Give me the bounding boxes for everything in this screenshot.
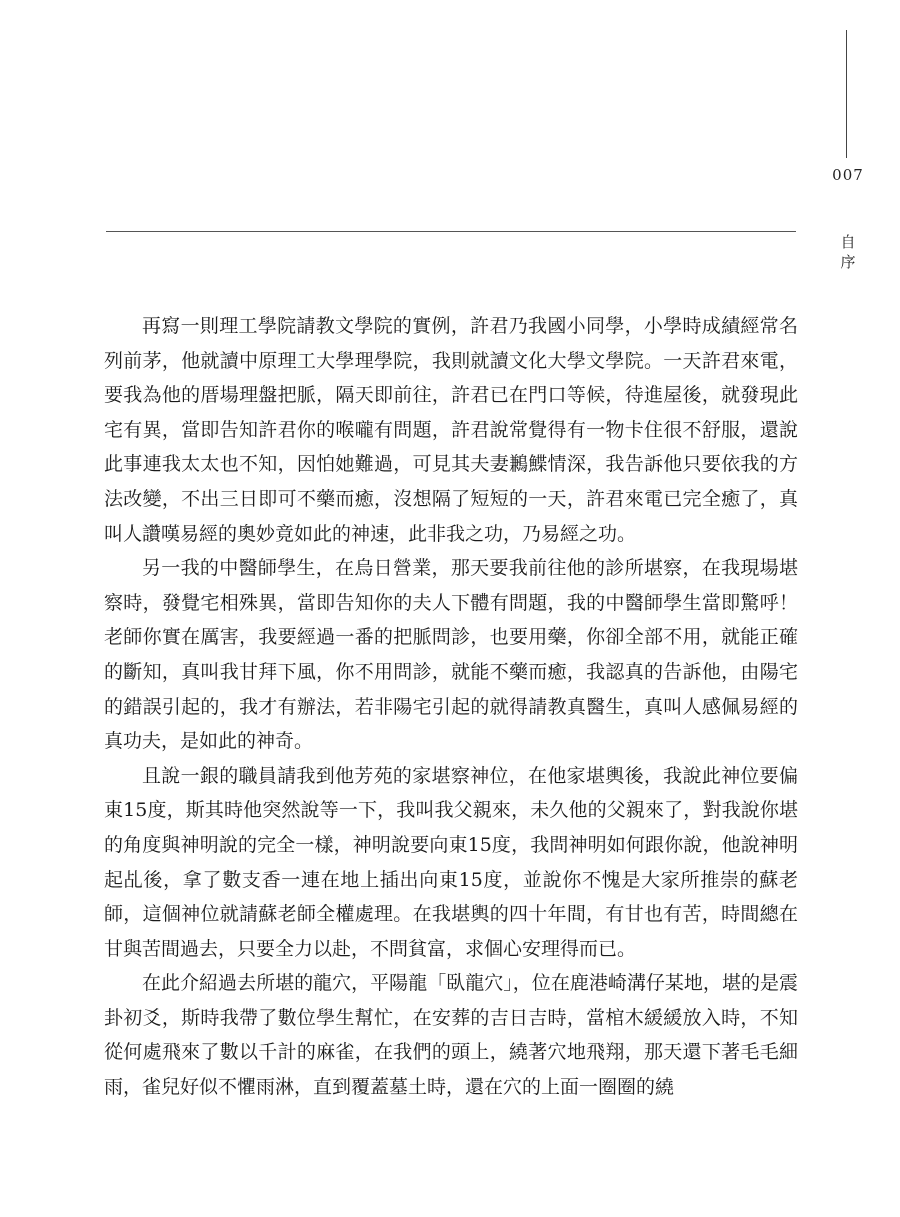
paragraph: 另一我的中醫師學生，在烏日營業，那天要我前往他的診所堪察，在我現場堪察時，發覺宅相殊異，當即告知你的夫人下體有問題，我的中醫師學生當即驚呼！老師你實在厲害，我要經過一番的把脈問診，也要用藥，你卻全部不用，就能正確的斷知，真叫我甘拜下風，你不用問診，就能不藥而癒，我認真的告訴他，由陽宅的錯誤引起的，我才有辦法，若非陽宅引起的就得請教真醫生，真叫人感佩易經的真功夫，是如此的神奇。: [104, 557, 798, 753]
paragraph: 且說一銀的職員請我到他芳苑的家堪察神位，在他家堪輿後，我說此神位要偏東15度，斯其時他突然說等一下，我叫我父親來，未久他的父親來了，對我說你堪的角度與神明說的完全一樣，神明說要向東15度，我問神明如何跟你說，他說神明起乩後，拿了數支香一連在地上插出向東15度，並說你不愧是大家所推崇的蘇老師，這個神位就請蘇老師全權處理。在我堪輿的四十年間，有甘也有苦，時間總在甘與苦間過去，只要全力以赴，不問貧富，求個心安理得而已。: [104, 764, 798, 960]
page-number: 007: [832, 166, 864, 184]
section-label: 自序: [840, 233, 856, 271]
paragraph: 再寫一則理工學院請教文學院的實例，許君乃我國小同學，小學時成績經常名列前茅，他就讀中原理工大學理學院，我則就讀文化大學文學院。一天許君來電，要我為他的厝場理盤把脈，隔天即前往，許君已在門口等候，待進屋後，就發現此宅有異，當即告知許君你的喉嚨有問題，許君說常覺得有一物卡住很不舒服，還說此事連我太太也不知，因怕她難過，可見其夫妻鶼鰈情深，我告訴他只要依我的方法改變，不出三日即可不藥而癒，沒想隔了短短的一天，許君來電已完全癒了，真叫人讚嘆易經的奧妙竟如此的神速，此非我之功，乃易經之功。: [104, 315, 798, 545]
margin-vertical-rule: [846, 30, 847, 158]
header-rule: [106, 231, 796, 232]
body-text: [104, 309, 798, 1105]
paragraph: 在此介紹過去所堪的龍穴，平陽龍「臥龍穴」，位在鹿港崎溝仔某地，堪的是震卦初爻，斯時我帶了數位學生幫忙，在安葬的吉日吉時，當棺木緩緩放入時，不知從何處飛來了數以千計的麻雀，在我們的頭上，繞著穴地飛翔，那天還下著毛毛細雨，雀兒好似不懼雨淋，直到覆蓋墓土時，還在穴的上面一圈圈的繞: [104, 972, 798, 1099]
